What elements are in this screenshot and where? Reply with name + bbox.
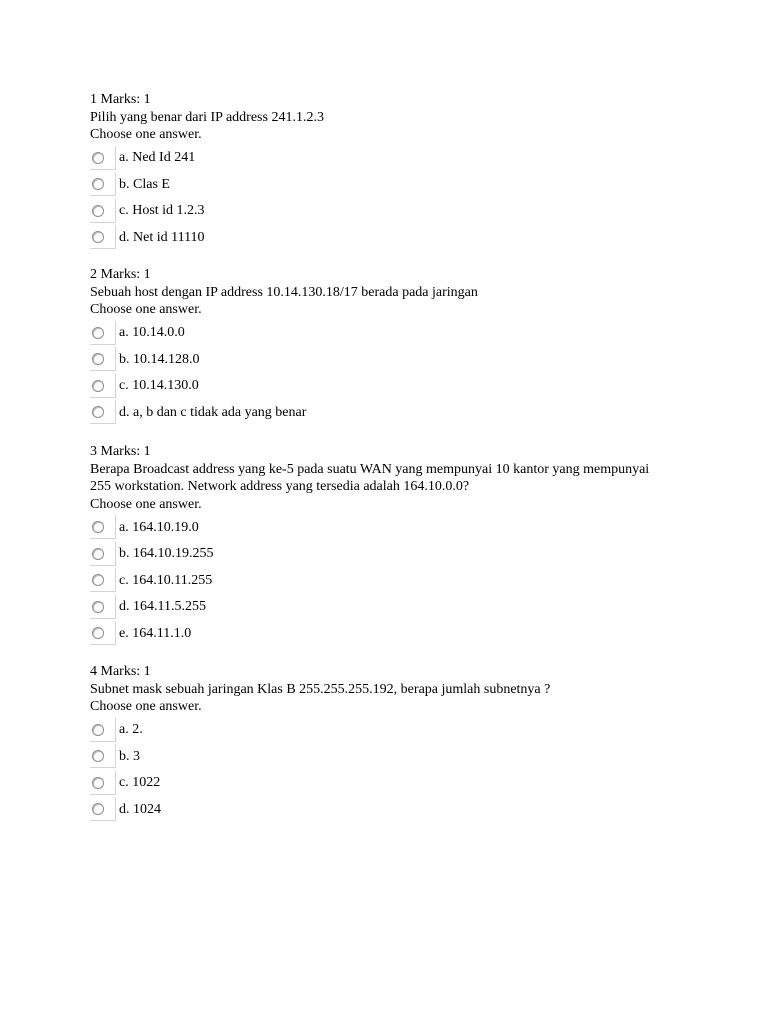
answer-option[interactable] [90, 717, 650, 744]
radio-cell [90, 347, 116, 371]
answer-option[interactable] [90, 743, 650, 770]
radio-cell [90, 568, 116, 592]
answer-option[interactable] [90, 541, 650, 568]
question-header: 4 Marks: 1 [90, 664, 151, 679]
answer-label[interactable]: c. 164.10.11.255 [119, 572, 213, 588]
answer-label[interactable]: a. 2. [119, 722, 143, 738]
question-instruction: Choose one answer. [90, 127, 202, 142]
radio-button[interactable] [92, 777, 104, 789]
radio-button[interactable] [92, 750, 104, 762]
question-instruction: Choose one answer. [90, 302, 202, 317]
answer-list [90, 717, 650, 823]
answer-label[interactable]: a. 164.10.19.0 [119, 519, 199, 535]
radio-button[interactable] [92, 548, 104, 560]
radio-cell [90, 621, 116, 645]
radio-cell [90, 321, 116, 345]
question-3 [90, 443, 650, 647]
radio-button[interactable] [92, 380, 104, 392]
answer-option[interactable] [90, 770, 650, 797]
answer-label[interactable]: d. 1024 [119, 801, 161, 817]
question-header: 3 Marks: 1 [90, 444, 151, 459]
answer-option[interactable] [90, 320, 650, 347]
answer-label[interactable]: a. 10.14.0.0 [119, 325, 185, 341]
radio-button[interactable] [92, 231, 104, 243]
radio-button[interactable] [92, 601, 104, 613]
answer-label[interactable]: a. Ned Id 241 [119, 150, 196, 166]
radio-button[interactable] [92, 627, 104, 639]
radio-button[interactable] [92, 724, 104, 736]
answer-label[interactable]: d. Net id 11110 [119, 229, 205, 245]
answer-option[interactable] [90, 145, 650, 172]
answer-label[interactable]: b. 164.10.19.255 [119, 546, 214, 562]
question-1 [90, 91, 650, 251]
question-header: 1 Marks: 1 [90, 92, 151, 107]
answer-option[interactable] [90, 567, 650, 594]
answer-label[interactable]: e. 164.11.1.0 [119, 625, 192, 641]
answer-label[interactable]: b. Clas E [119, 176, 170, 192]
radio-button[interactable] [92, 803, 104, 815]
answer-label[interactable]: c. 1022 [119, 775, 161, 791]
radio-cell [90, 515, 116, 539]
radio-cell [90, 542, 116, 566]
answer-label[interactable]: c. Host id 1.2.3 [119, 203, 205, 219]
radio-cell [90, 374, 116, 398]
radio-cell [90, 718, 116, 742]
radio-cell [90, 146, 116, 170]
radio-cell [90, 595, 116, 619]
radio-cell [90, 744, 116, 768]
radio-cell [90, 797, 116, 821]
radio-cell [90, 771, 116, 795]
answer-option[interactable] [90, 620, 650, 647]
radio-cell [90, 199, 116, 223]
question-text: Sebuah host dengan IP address 10.14.130.18/17 berada pada jaringan [90, 284, 478, 300]
radio-button[interactable] [92, 178, 104, 190]
radio-button[interactable] [92, 205, 104, 217]
radio-button[interactable] [92, 353, 104, 365]
answer-option[interactable] [90, 399, 650, 426]
question-header: 2 Marks: 1 [90, 267, 151, 282]
radio-button[interactable] [92, 521, 104, 533]
answer-list [90, 320, 650, 426]
answer-option[interactable] [90, 224, 650, 251]
answer-option[interactable] [90, 198, 650, 225]
question-4 [90, 663, 650, 823]
radio-cell [90, 225, 116, 249]
radio-cell [90, 400, 116, 424]
answer-label[interactable]: b. 10.14.128.0 [119, 351, 200, 367]
answer-list [90, 514, 650, 647]
answer-label[interactable]: d. a, b dan c tidak ada yang benar [119, 404, 307, 420]
question-text: Subnet mask sebuah jaringan Klas B 255.255.255.192, berapa jumlah subnetnya ? [90, 681, 551, 697]
answer-option[interactable] [90, 346, 650, 373]
question-2 [90, 266, 650, 426]
question-instruction: Choose one answer. [90, 699, 202, 714]
answer-label[interactable]: d. 164.11.5.255 [119, 599, 206, 615]
radio-button[interactable] [92, 574, 104, 586]
question-text: Pilih yang benar dari IP address 241.1.2.3 [90, 109, 324, 125]
answer-option[interactable] [90, 171, 650, 198]
radio-button[interactable] [92, 406, 104, 418]
answer-label[interactable]: c. 10.14.130.0 [119, 378, 199, 394]
answer-option[interactable] [90, 373, 650, 400]
radio-cell [90, 172, 116, 196]
answer-option[interactable] [90, 514, 650, 541]
answer-label[interactable]: b. 3 [119, 748, 140, 764]
answer-list [90, 145, 650, 251]
radio-button[interactable] [92, 152, 104, 164]
question-instruction: Choose one answer. [90, 496, 202, 512]
answer-option[interactable] [90, 594, 650, 621]
answer-option[interactable] [90, 796, 650, 823]
radio-button[interactable] [92, 327, 104, 339]
question-text: Berapa Broadcast address yang ke-5 pada suatu WAN yang mempunyai 10 kantor yang mempunyai 255 workstation. Network address yang tersedia adalah 164.10.0.0? [90, 461, 650, 494]
